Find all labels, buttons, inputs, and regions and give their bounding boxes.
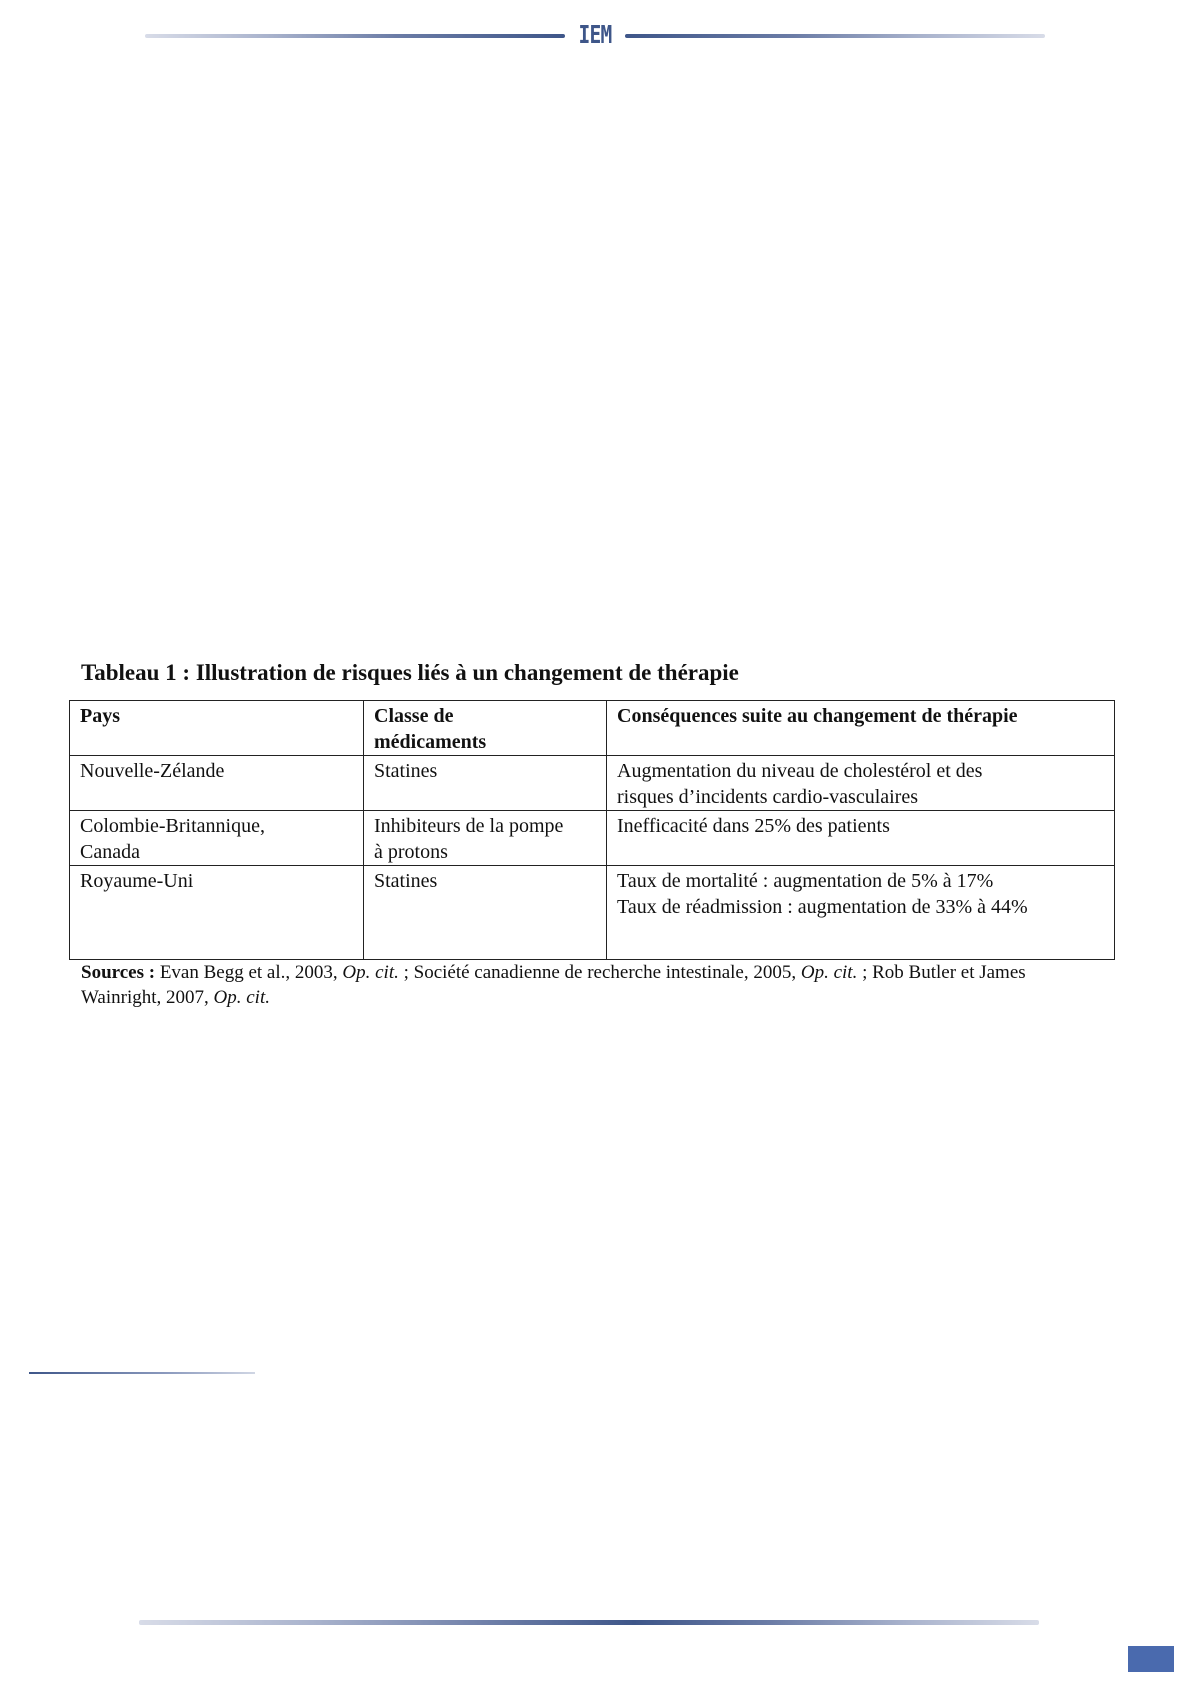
cell-consequence: Taux de mortalité : augmentation de 5% à 17% Taux de réadmission : augmentation de 33% à 44% — [607, 866, 1115, 960]
op-cit-reference: Op. cit. — [213, 987, 270, 1008]
therapy-risk-table-wrapper — [69, 700, 1114, 960]
cell-country: Nouvelle-Zélande — [70, 756, 364, 811]
header-country: Pays — [70, 701, 364, 756]
cell-consequence: Augmentation du niveau de cholestérol et des risques d’incidents cardio-vasculaires — [607, 756, 1115, 811]
cell-country: Royaume-Uni — [70, 866, 364, 960]
page-header — [145, 18, 1045, 52]
sources-text: ; Société canadienne de recherche intestinale, 2005, — [398, 962, 801, 983]
header-drug-class: Classe de médicaments — [364, 701, 607, 756]
table-sources-note — [81, 960, 1081, 1010]
cell-country: Colombie-Britannique, Canada — [70, 811, 364, 866]
header-rule-right — [625, 34, 1045, 38]
cell-drug-class: Statines — [364, 756, 607, 811]
sources-text: Evan Begg et al., 2003, — [155, 962, 343, 983]
cell-drug-class: Inhibiteurs de la pompe à protons — [364, 811, 607, 866]
table-row — [70, 756, 1115, 811]
footnote-separator — [29, 1372, 255, 1374]
cell-consequence: Inefficacité dans 25% des patients — [607, 811, 1115, 866]
therapy-risk-table — [69, 700, 1115, 960]
page-number-tab — [1128, 1646, 1174, 1672]
header-consequences: Conséquences suite au changement de thérapie — [607, 701, 1115, 756]
table-header-row — [70, 701, 1115, 756]
table-row — [70, 811, 1115, 866]
cell-drug-class: Statines — [364, 866, 607, 960]
footer-rule — [139, 1620, 1039, 1625]
table-title: Tableau 1 : Illustration de risques liés à un changement de thérapie — [81, 660, 739, 685]
iem-logo: IEM — [578, 20, 612, 49]
sources-text: ; Rob Butler et James Wainright, 2007, — [81, 962, 1026, 1008]
table-row — [70, 866, 1115, 960]
op-cit-reference: Op. cit. — [342, 962, 399, 983]
op-cit-reference: Op. cit. — [800, 962, 858, 983]
header-rule-left — [145, 34, 565, 38]
sources-label: Sources : — [81, 962, 156, 983]
